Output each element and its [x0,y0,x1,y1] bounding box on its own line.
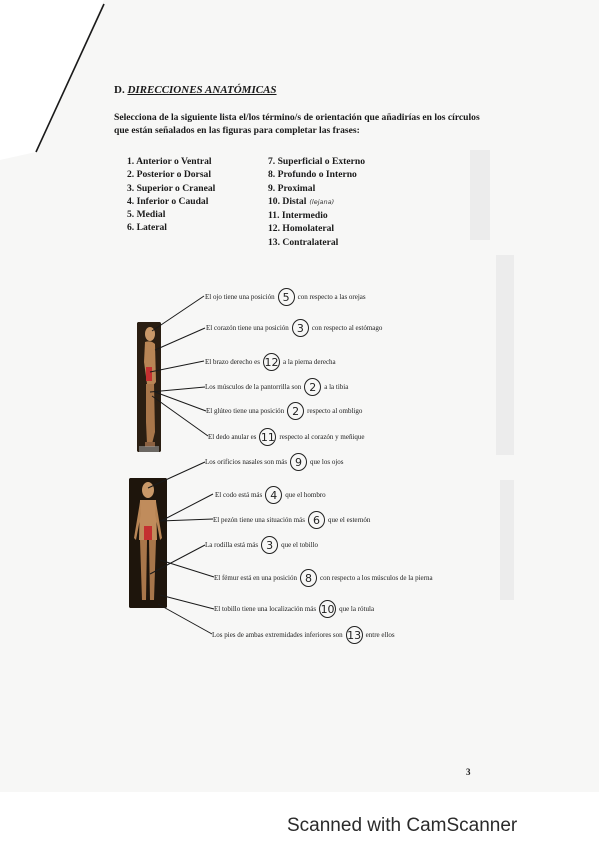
sentence-start: El ojo tiene una posición [205,293,275,301]
sentence-end: a la tibia [324,383,349,391]
section-letter: D. [114,84,125,96]
sentence-row [205,352,336,372]
sentence-start: El fémur está en una posición [214,574,298,582]
answer-circle[interactable]: 3 [292,319,309,337]
answer-circle[interactable]: 2 [304,378,321,396]
sentence-start: Los orificios nasales son más [205,458,288,466]
sentence-end: que los ojos [310,458,344,466]
term-item: 12. Homolateral [268,223,335,235]
sentence-start: El codo está más [215,491,263,499]
sentence-row [205,287,366,307]
term-item: 9. Proximal [268,182,316,194]
answer-circle[interactable]: 10 [319,600,336,618]
sentence-start: Los músculos de la pantorrilla son [205,383,302,391]
sentence-start: El corazón tiene una posición [206,324,289,332]
term-item: 4. Inferior o Caudal [127,195,209,207]
sentence-end: con respecto a las orejas [297,293,366,301]
answer-circle[interactable]: 3 [261,536,278,554]
sentence-row [205,535,318,555]
sentence-end: respecto al ombligo [307,407,363,415]
page-number: 3 [466,767,471,777]
sentence-start: Los pies de ambas extremidades inferiores son [212,631,343,639]
answer-circle[interactable]: 4 [265,486,282,504]
sentence-row [205,452,344,472]
sentence-row [205,377,348,397]
term-item: 13. Contralateral [268,236,339,248]
sentence-end: a la pierna derecha [283,358,336,366]
answer-circle[interactable]: 5 [278,288,295,306]
sentence-start: La rodilla está más [205,541,259,549]
sentence-end: entre ellos [365,631,395,639]
sentence-end: que la rótula [339,605,375,613]
answer-circle[interactable]: 6 [308,511,325,529]
sentence-end: con respecto a los músculos de la pierna [320,574,433,582]
answer-circle[interactable]: 13 [346,626,363,644]
sentence-row [212,625,395,645]
term-item: 6. Lateral [127,222,167,234]
sentence-row [215,485,326,505]
sentence-end: con respecto al estómago [311,324,383,332]
term-item: 5. Medial [127,209,166,221]
term-item: 7. Superficial o Externo [268,156,365,167]
scanner-watermark: Scanned with CamScanner [287,815,518,836]
term-item: 11. Intermedio [268,210,328,222]
answer-circle[interactable]: 9 [290,453,307,471]
sentence-start: El pezón tiene una situación más [213,516,305,524]
sentence-row [206,401,362,421]
answer-circle[interactable]: 11 [259,428,276,446]
sentence-row [206,318,382,338]
sentence-end: que el tobillo [281,541,319,549]
answer-circle[interactable]: 2 [287,402,304,420]
term-item: 3. Superior o Craneal [127,182,216,194]
term-text: 10. Distal [268,195,307,207]
term-item: 2. Posterior o Dorsal [127,169,212,181]
sentence-start: El tobillo tiene una localización más [214,605,317,613]
sentence-end: que el esternón [327,516,371,524]
sentence-row [213,510,370,530]
section-title-text: DIRECCIONES ANATÓMICAS [127,84,277,96]
sentence-end: respecto al corazón y meñique [279,433,365,441]
sentence-start: El dedo anular es [208,433,257,441]
handwritten-note: (lejana) [309,197,335,206]
term-item: 8. Profundo o Interno [268,169,357,181]
sentence-row [214,568,433,588]
sentence-end: que el hombro [285,491,326,499]
answer-circle[interactable]: 12 [263,353,280,371]
sentence-start: El brazo derecho es [205,358,260,366]
sentence-start: El glúteo tiene una posición [206,407,285,415]
answer-circle[interactable]: 8 [300,569,317,587]
term-item: 1. Anterior o Ventral [127,156,212,167]
sentence-row [214,599,374,619]
sentence-row [208,427,365,447]
instructions: Selecciona de la siguiente lista el/los término/s de orientación que añadirías en los círculos que están señalados en las figuras para completar las frases: [114,112,480,136]
